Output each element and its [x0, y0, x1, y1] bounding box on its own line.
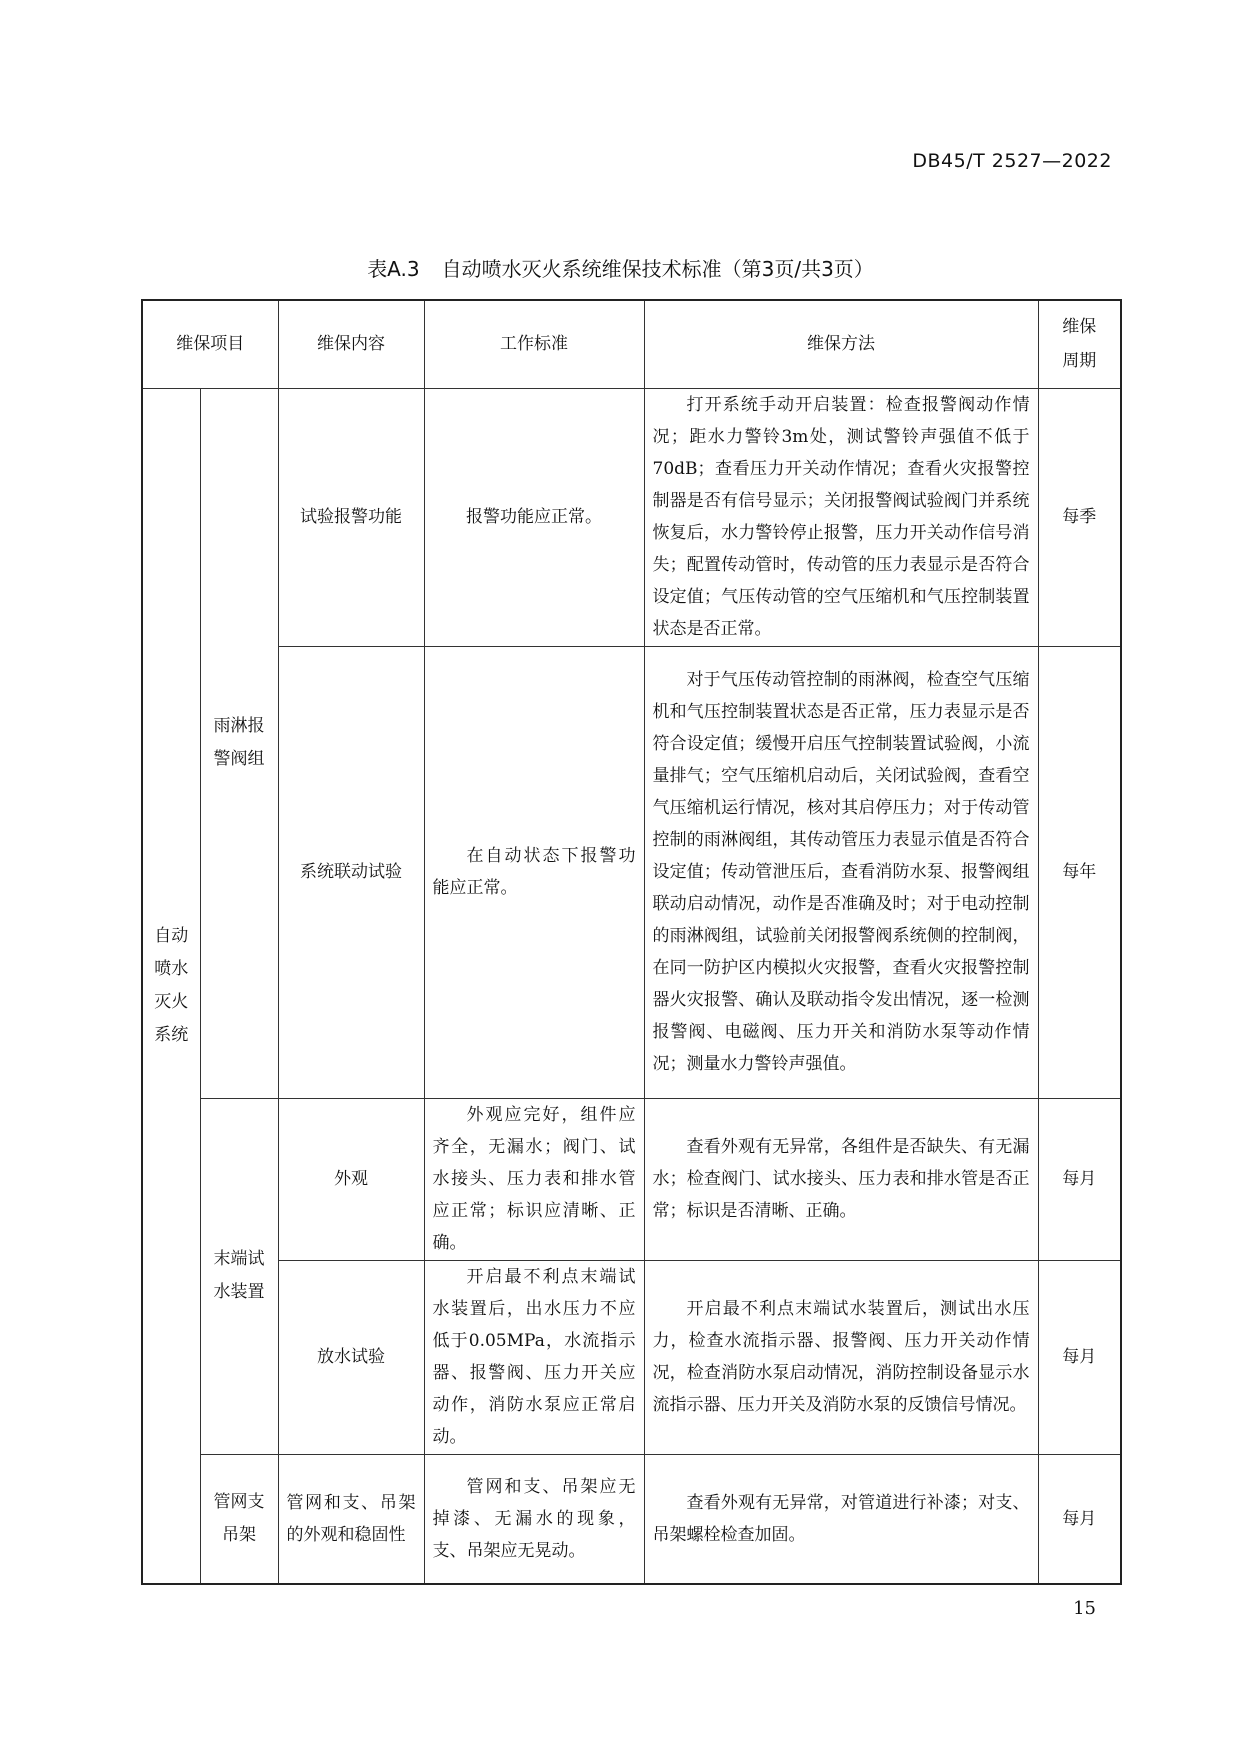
content-cell: 管网和支、吊架的外观和稳固性 — [278, 1454, 424, 1584]
method-cell: 查看外观有无异常，各组件是否缺失、有无漏水；检查阀门、试水接头、压力表和排水管是否正常；标识是否清晰、正确。 — [644, 1098, 1038, 1260]
content-cell: 试验报警功能 — [278, 388, 424, 646]
table-number: 表A.3 — [367, 257, 420, 281]
method-cell: 打开系统手动开启装置：检查报警阀动作情况；距水力警铃3m处，测试警铃声强值不低于70dB；查看压力开关动作情况；查看火灾报警控制器是否有信号显示；关闭报警阀试验阀门并系统恢复后，水力警铃停止报警，压力开关动作信号消失；配置传动管时，传动管的压力表显示是否符合设定值；气压传动管的空气压缩机和气压控制装置状态是否正常。 — [644, 388, 1038, 646]
header-cycle: 维保周期 — [1038, 300, 1121, 388]
header-method: 维保方法 — [644, 300, 1038, 388]
table-row — [142, 1098, 1121, 1260]
header-content: 维保内容 — [278, 300, 424, 388]
header-standard: 工作标准 — [424, 300, 644, 388]
table-title — [0, 253, 1241, 282]
method-cell: 对于气压传动管控制的雨淋阀，检查空气压缩机和气压控制装置状态是否正常，压力表显示是否符合设定值；缓慢开启压气控制装置试验阀，小流量排气；空气压缩机启动后，关闭试验阀，查看空气压缩机运行情况，核对其启停压力；对于传动管控制的雨淋阀组，其传动管压力表显示值是否符合设定值；传动管泄压后，查看消防水泵、报警阀组联动启动情况，动作是否准确及时；对于电动控制的雨淋阀组，试验前关闭报警阀系统侧的控制阀，在同一防护区内模拟火灾报警，查看火灾报警控制器火灾报警、确认及联动指令发出情况，逐一检测报警阀、电磁阀、压力开关和消防水泵等动作情况；测量水力警铃声强值。 — [644, 646, 1038, 1098]
content-cell: 系统联动试验 — [278, 646, 424, 1098]
table-row — [142, 1260, 1121, 1454]
method-cell: 查看外观有无异常，对管道进行补漆；对支、吊架螺栓检查加固。 — [644, 1454, 1038, 1584]
group-terminal-test: 末端试水装置 — [200, 1098, 278, 1454]
table-row — [142, 646, 1121, 1098]
standard-cell: 在自动状态下报警功能应正常。 — [424, 646, 644, 1098]
group-deluge-valve: 雨淋报警阀组 — [200, 388, 278, 1098]
group-pipe-support: 管网支吊架 — [200, 1454, 278, 1584]
cycle-cell: 每季 — [1038, 388, 1121, 646]
standard-cell: 外观应完好，组件应齐全，无漏水；阀门、试水接头、压力表和排水管应正常；标识应清晰、正确。 — [424, 1098, 644, 1260]
cycle-cell: 每年 — [1038, 646, 1121, 1098]
table-title-text: 自动喷水灭火系统维保技术标准（第3页/共3页） — [441, 257, 874, 281]
content-cell: 放水试验 — [278, 1260, 424, 1454]
system-cell: 自动喷水灭火系统 — [142, 388, 200, 1584]
document-code: DB45/T 2527—2022 — [912, 150, 1112, 172]
standard-cell: 开启最不利点末端试水装置后，出水压力不应低于0.05MPa，水流指示器、报警阀、压力开关应动作，消防水泵应正常启动。 — [424, 1260, 644, 1454]
table-row — [142, 1454, 1121, 1584]
standard-cell: 管网和支、吊架应无掉漆、无漏水的现象，支、吊架应无晃动。 — [424, 1454, 644, 1584]
method-cell: 开启最不利点末端试水装置后，测试出水压力，检查水流指示器、报警阀、压力开关动作情况，检查消防水泵启动情况，消防控制设备显示水流指示器、压力开关及消防水泵的反馈信号情况。 — [644, 1260, 1038, 1454]
header-item: 维保项目 — [142, 300, 278, 388]
table-header-row — [142, 300, 1121, 388]
content-cell: 外观 — [278, 1098, 424, 1260]
cycle-cell: 每月 — [1038, 1260, 1121, 1454]
table-row — [142, 388, 1121, 646]
page-number: 15 — [1073, 1598, 1096, 1619]
standard-cell: 报警功能应正常。 — [424, 388, 644, 646]
maintenance-standard-table — [141, 299, 1122, 1585]
cycle-cell: 每月 — [1038, 1454, 1121, 1584]
cycle-cell: 每月 — [1038, 1098, 1121, 1260]
